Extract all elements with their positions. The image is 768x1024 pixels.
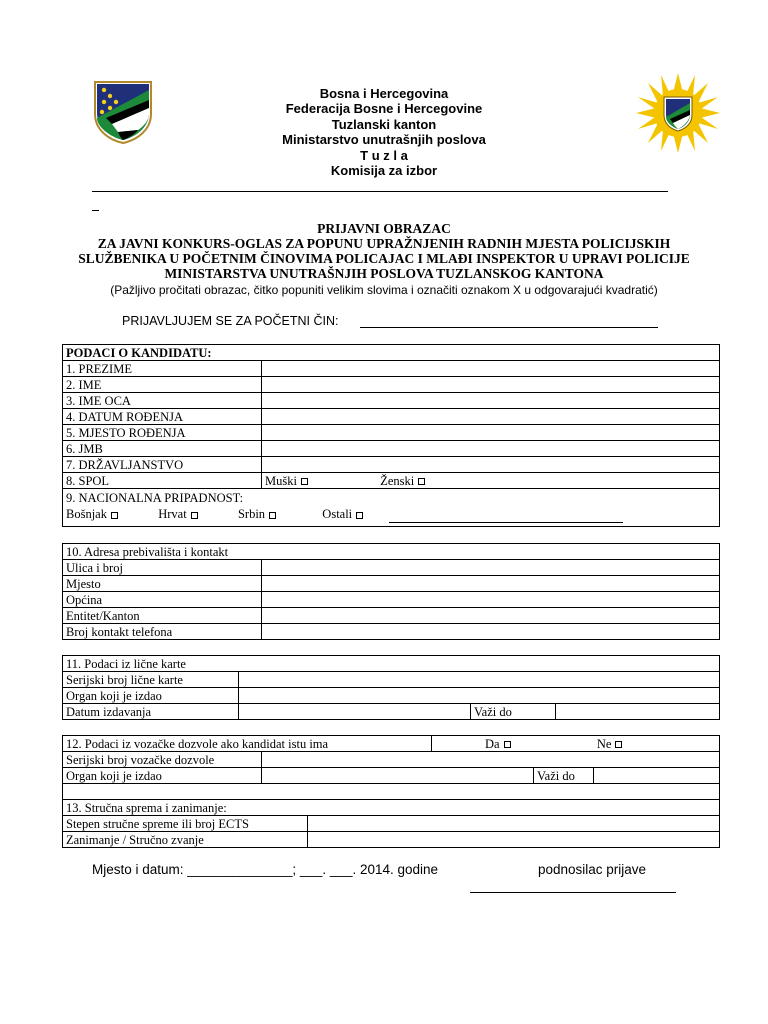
license-heading: 12. Podaci iz vozačke dozvole ako kandidat istu ima <box>63 736 432 752</box>
surname-field[interactable] <box>262 361 720 377</box>
license-yes-label: Da <box>485 736 500 751</box>
gender-female-checkbox[interactable] <box>418 478 425 485</box>
occupation-label: Zanimanje / Stručno zvanje <box>63 832 308 848</box>
birth-place-label: 5. MJESTO ROĐENJA <box>63 425 262 441</box>
form-subtitle-1: ZA JAVNI KONKURS-OGLAS ZA POPUNU UPRAŽNJENIH RADNIH MJESTA POLICIJSKIH <box>97 236 671 251</box>
license-valid-label: Važi do <box>534 768 594 784</box>
license-issuer-label: Organ koji je izdao <box>63 768 262 784</box>
birth-date-label: 4. DATUM ROĐENJA <box>63 409 262 425</box>
gender-female-label: Ženski <box>380 473 415 488</box>
municipality-field[interactable] <box>262 592 720 608</box>
id-issuer-field[interactable] <box>239 688 720 704</box>
table-row <box>63 832 720 848</box>
id-serial-field[interactable] <box>239 672 720 688</box>
citizenship-label: 7. DRŽAVLJANSTVO <box>63 457 262 473</box>
id-card-table <box>62 655 720 720</box>
nationality-other-field[interactable] <box>389 506 623 523</box>
education-table <box>62 799 720 848</box>
phone-field[interactable] <box>262 624 720 640</box>
table-row <box>63 704 720 720</box>
city-field[interactable] <box>262 576 720 592</box>
license-no-checkbox[interactable] <box>615 741 622 748</box>
header-ministry: Ministarstvo unutrašnjih poslova <box>282 132 486 147</box>
table-row <box>63 800 720 816</box>
nationality-options <box>66 506 719 523</box>
table-row <box>63 361 720 377</box>
table-row <box>63 441 720 457</box>
signer-label: podnosilac prijave <box>538 862 647 877</box>
form-subtitle-2: SLUŽBENIKA U POČETNIM ČINOVIMA POLICAJAC I MLAĐI INSPEKTOR U UPRAVI POLICIJE <box>78 251 690 266</box>
form-instructions: (Pažljivo pročitati obrazac, čitko popuniti velikim slovima i označiti oznakom X u odgovarajući kvadratić) <box>110 283 658 297</box>
table-row <box>63 768 720 784</box>
jmb-field[interactable] <box>262 441 720 457</box>
table-row <box>63 784 720 800</box>
header-divider-tail <box>92 210 99 211</box>
city-label: Mjesto <box>63 576 262 592</box>
header-commission: Komisija za izbor <box>330 163 438 178</box>
table-row <box>63 576 720 592</box>
table-row <box>63 656 720 672</box>
table-row <box>63 409 720 425</box>
father-name-label: 3. IME OCA <box>63 393 262 409</box>
entity-field[interactable] <box>262 608 720 624</box>
municipality-label: Općina <box>63 592 262 608</box>
apply-rank-label: PRIJAVLJUJEM SE ZA POČETNI ČIN: <box>122 314 339 328</box>
candidate-table <box>62 344 720 527</box>
street-label: Ulica i broj <box>63 560 262 576</box>
nationality-bosnjak-label: Bošnjak <box>66 507 107 521</box>
surname-label: 1. PREZIME <box>63 361 262 377</box>
gender-male-checkbox[interactable] <box>301 478 308 485</box>
apply-rank-field[interactable] <box>360 327 658 328</box>
nationality-bosnjak-checkbox[interactable] <box>111 512 118 519</box>
nationality-label: 9. NACIONALNA PRIPADNOST: <box>66 491 244 505</box>
license-options <box>432 736 720 752</box>
table-row <box>63 393 720 409</box>
license-valid-field[interactable] <box>594 768 720 784</box>
id-issue-date-field[interactable] <box>239 704 471 720</box>
id-issuer-label: Organ koji je izdao <box>63 688 239 704</box>
id-valid-label: Važi do <box>471 704 556 720</box>
license-no-label: Ne <box>596 736 612 751</box>
nationality-cell <box>63 489 720 527</box>
table-row <box>63 425 720 441</box>
address-table <box>62 543 720 640</box>
candidate-heading: PODACI O KANDIDATU: <box>63 345 720 361</box>
license-extra-field[interactable] <box>63 784 720 800</box>
education-heading: 13. Stručna sprema i zanimanje: <box>63 800 720 816</box>
header-divider <box>92 191 668 192</box>
table-row <box>63 544 720 560</box>
citizenship-field[interactable] <box>262 457 720 473</box>
header-federation: Federacija Bosne i Hercegovine <box>285 101 483 116</box>
table-row <box>63 345 720 361</box>
place-date-line: Mjesto i datum: ______________; ___. ___. 2014. godine <box>92 862 439 877</box>
id-card-heading: 11. Podaci iz lične karte <box>63 656 720 672</box>
table-row <box>63 489 720 527</box>
table-row <box>63 672 720 688</box>
id-issue-date-label: Datum izdavanja <box>63 704 239 720</box>
gender-male-label: Muški <box>265 473 297 488</box>
table-row <box>63 688 720 704</box>
form-title: PRIJAVNI OBRAZAC <box>317 221 451 236</box>
entity-label: Entitet/Kanton <box>63 608 262 624</box>
birth-place-field[interactable] <box>262 425 720 441</box>
table-row <box>63 736 720 752</box>
gender-options <box>262 473 720 489</box>
degree-field[interactable] <box>308 816 720 832</box>
table-row <box>63 816 720 832</box>
name-field[interactable] <box>262 377 720 393</box>
table-row <box>63 457 720 473</box>
name-label: 2. IME <box>63 377 262 393</box>
table-row <box>63 624 720 640</box>
license-yes-checkbox[interactable] <box>504 741 511 748</box>
jmb-label: 6. JMB <box>63 441 262 457</box>
nationality-ostali-checkbox[interactable] <box>356 512 363 519</box>
table-row <box>63 592 720 608</box>
degree-label: Stepen stručne spreme ili broj ECTS <box>63 816 308 832</box>
table-row <box>63 473 720 489</box>
nationality-srbin-label: Srbin <box>237 507 266 521</box>
id-valid-field[interactable] <box>556 704 720 720</box>
gender-label: 8. SPOL <box>63 473 262 489</box>
table-row <box>63 377 720 393</box>
address-heading: 10. Adresa prebivališta i kontakt <box>63 544 720 560</box>
header-canton: Tuzlanski kanton <box>331 117 437 132</box>
form-subtitle-3: MINISTARSTVA UNUTRAŠNJIH POSLOVA TUZLANSKOG KANTONA <box>164 266 604 281</box>
header-city: T u z l a <box>360 148 408 163</box>
occupation-field[interactable] <box>308 832 720 848</box>
nationality-ostali-label: Ostali <box>322 507 353 521</box>
license-serial-field[interactable] <box>262 752 720 768</box>
id-serial-label: Serijski broj lične karte <box>63 672 239 688</box>
license-table <box>62 735 720 800</box>
license-issuer-field[interactable] <box>262 768 534 784</box>
table-row <box>63 608 720 624</box>
phone-label: Broj kontakt telefona <box>63 624 262 640</box>
nationality-hrvat-label: Hrvat <box>158 507 187 521</box>
signature-field[interactable] <box>470 892 676 893</box>
table-row <box>63 560 720 576</box>
birth-date-field[interactable] <box>262 409 720 425</box>
nationality-hrvat-checkbox[interactable] <box>191 512 198 519</box>
header-country: Bosna i Hercegovina <box>319 86 449 101</box>
street-field[interactable] <box>262 560 720 576</box>
license-serial-label: Serijski broj vozačke dozvole <box>63 752 262 768</box>
table-row <box>63 752 720 768</box>
nationality-srbin-checkbox[interactable] <box>269 512 276 519</box>
father-name-field[interactable] <box>262 393 720 409</box>
